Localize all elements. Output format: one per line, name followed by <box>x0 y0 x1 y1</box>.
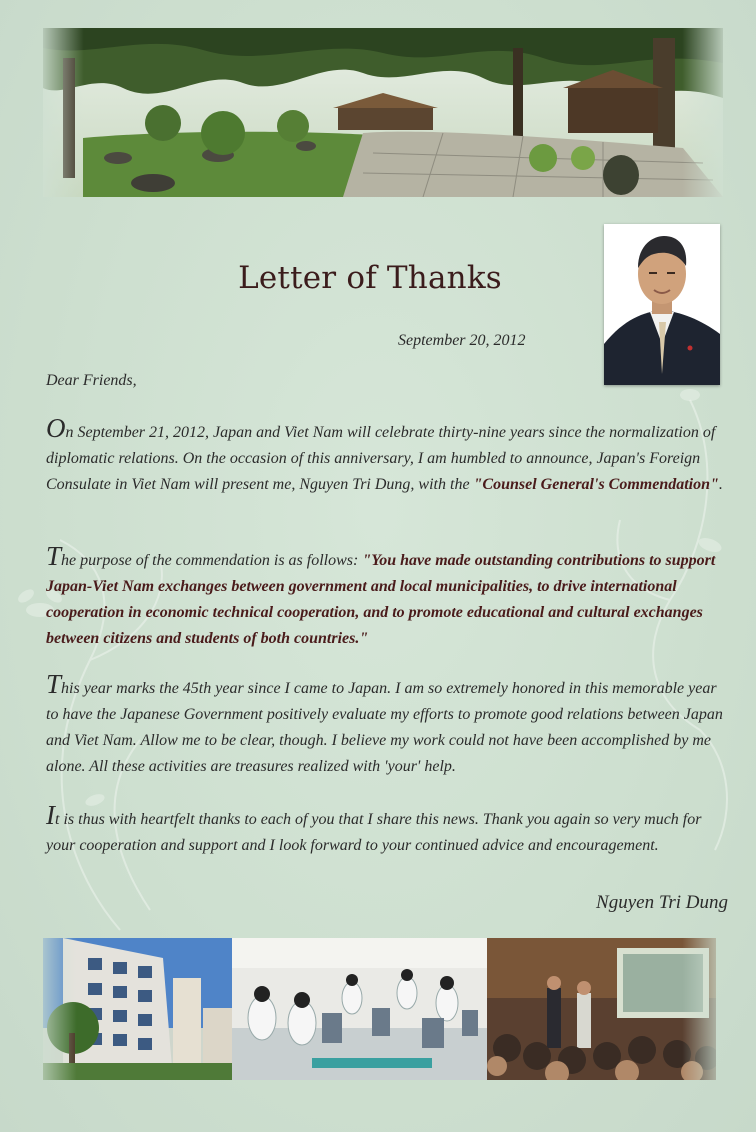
dropcap: T <box>46 541 62 571</box>
paragraph-4 <box>46 800 730 859</box>
bottom-photo-strip <box>43 938 716 1080</box>
seminar-photo <box>487 938 716 1080</box>
paragraph-text: t is thus with heartfelt thanks to each of you that I share this news. Thank you again so very much for your cooperation and support and I look forward to your continued advice and encouragement. <box>46 811 702 854</box>
paragraph-1 <box>46 413 730 498</box>
portrait-photo <box>604 224 720 385</box>
building-photo <box>43 938 232 1080</box>
paragraph-2 <box>46 541 730 652</box>
garden-banner-photo <box>43 28 723 197</box>
letter-date: September 20, 2012 <box>398 332 526 349</box>
paragraph-text: he purpose of the commendation is as follows: <box>61 552 363 569</box>
paragraph-tail: . <box>718 476 723 493</box>
paragraph-text: n September 21, 2012, Japan and Viet Nam will celebrate thirty-nine years since the normalization of diplomatic relations. On the occasion of this anniversary, I am humbled to announce, Japan's Foreign Consulate in Viet Nam will present me, Nguyen Tri Dung, with the <box>46 424 716 493</box>
emphasis-text: "You have made outstanding contributions to support Japan-Viet Nam exchanges between government and local municipalities, to drive international cooperation in economic technical cooperation, and to promote educational and cultural exchanges between citizens and students of both countries." <box>46 552 716 647</box>
paragraph-3 <box>46 669 730 780</box>
dropcap: I <box>46 800 55 830</box>
paragraph-text: his year marks the 45th year since I came to Japan. I am so extremely honored in this memorable year to have the Japanese Government positively evaluate my efforts to promote good relations between Japan and Viet Nam. Allow me to be clear, though. I believe my work could not have been accomplished by me alone. All these activities are treasures realized with 'your' help. <box>46 680 723 775</box>
letter-title: Letter of Thanks <box>238 260 502 296</box>
laboratory-photo <box>232 938 487 1080</box>
dropcap: T <box>46 669 62 699</box>
emphasis-text: "Counsel General's Commendation" <box>473 476 719 493</box>
signature: Nguyen Tri Dung <box>596 892 728 913</box>
salutation: Dear Friends, <box>46 372 137 389</box>
dropcap: O <box>46 413 66 443</box>
